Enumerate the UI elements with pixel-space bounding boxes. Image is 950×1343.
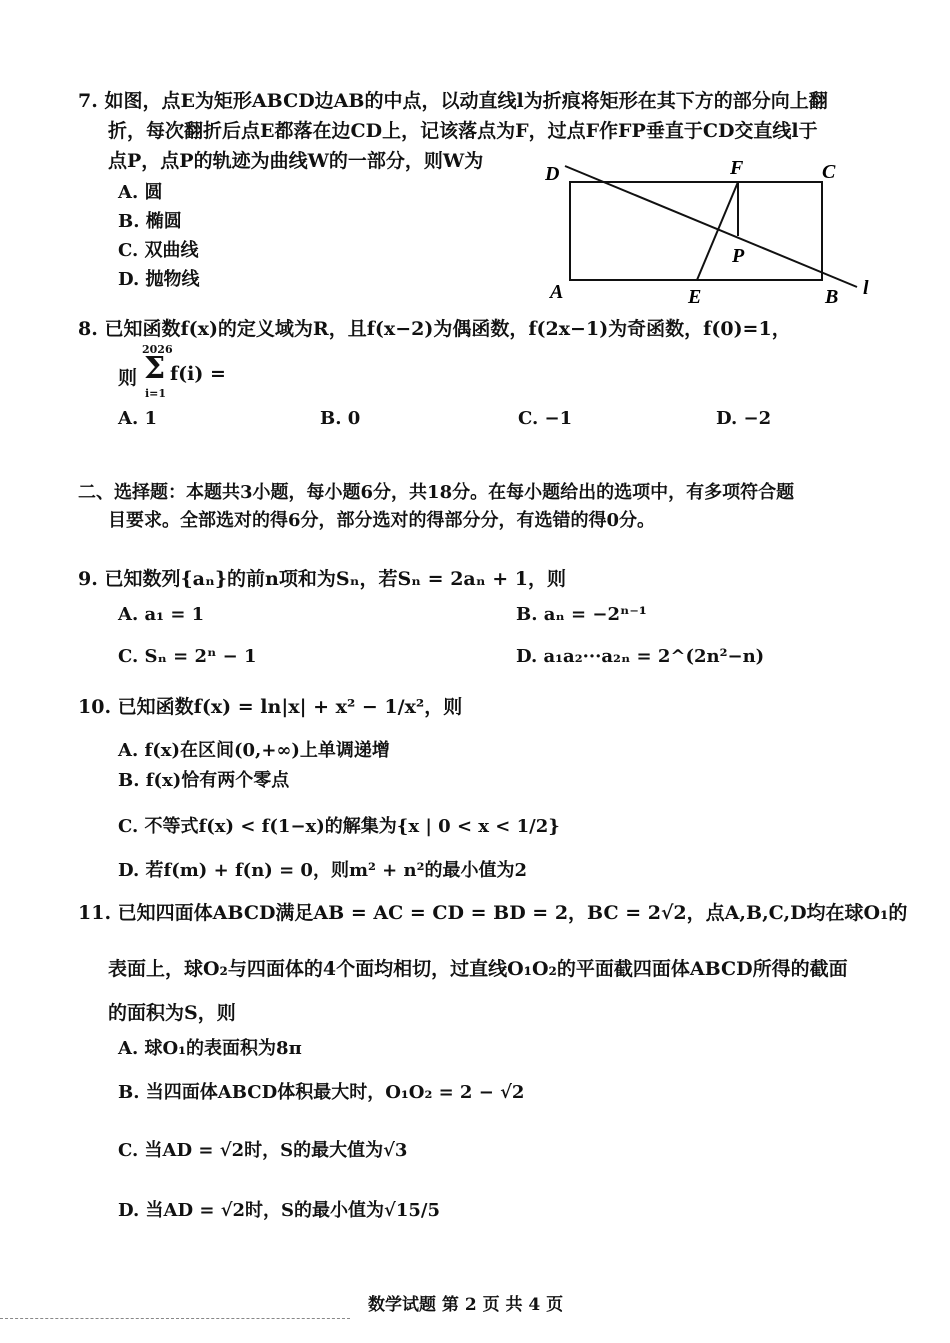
q8-line1: 8. 已知函数f(x)的定义域为R，且f(x−2)为偶函数，f(2x−1)为奇函数，f(0)=1，	[78, 318, 791, 340]
q11-line1: 11. 已知四面体ABCD满足AB = AC = CD = BD = 2，BC = 2√2，点A,B,C,D均在球O₁的	[78, 902, 908, 924]
sum-upper-limit: 2026	[142, 343, 173, 356]
footer-divider	[0, 1318, 350, 1319]
rectangle-abcd	[570, 182, 822, 280]
q11-option-b: B. 当四面体ABCD体积最大时，O₁O₂ = 2 − √2	[118, 1082, 525, 1103]
q8-option-d: D. −2	[716, 408, 772, 429]
q10-option-b: B. f(x)恰有两个零点	[118, 770, 290, 791]
q7-option-a: A. 圆	[118, 182, 163, 203]
q9-option-b: B. aₙ = −2ⁿ⁻¹	[516, 604, 647, 625]
q7-figure-rectangle	[545, 150, 880, 310]
sum-sign-icon: Σ	[144, 351, 166, 386]
q8-then: 则	[118, 367, 138, 389]
label-e: E	[688, 286, 702, 308]
q7-line3: 点P，点P的轨迹为曲线W的一部分，则W为	[108, 150, 484, 172]
q9-option-c: C. Sₙ = 2ⁿ − 1	[118, 646, 257, 667]
q7-figure-svg	[545, 150, 880, 310]
label-a: A	[550, 281, 564, 303]
q9-option-d: D. a₁a₂···a₂ₙ = 2^(2n²−n)	[516, 646, 765, 667]
section2-line2: 目要求。全部选对的得6分，部分选对的得部分分，有选错的得0分。	[108, 510, 656, 531]
section2-line1: 二、选择题：本题共3小题，每小题6分，共18分。在每小题给出的选项中，有多项符合题	[78, 482, 795, 503]
q8-option-a: A. 1	[118, 408, 158, 429]
q10-line1: 10. 已知函数f(x) = ln|x| + x² − 1/x²，则	[78, 696, 463, 718]
sum-lower-limit: i=1	[145, 387, 167, 400]
q7-option-d: D. 抛物线	[118, 269, 200, 290]
line-l	[565, 166, 857, 287]
page-footer: 数学试题 第 2 页 共 4 页	[368, 1295, 564, 1315]
q8-sum-expression: f(i) =	[170, 363, 226, 385]
q11-option-d: D. 当AD = √2时，S的最小值为√15/5	[118, 1200, 441, 1221]
q11-line2: 表面上，球O₂与四面体的4个面均相切，过直线O₁O₂的平面截四面体ABCD所得的截面	[108, 958, 848, 980]
q10-option-c: C. 不等式f(x) < f(1−x)的解集为{x | 0 < x < 1/2}	[118, 816, 560, 837]
label-p: P	[732, 245, 745, 267]
q7-option-c: C. 双曲线	[118, 240, 199, 261]
q10-option-a: A. f(x)在区间(0,+∞)上单调递增	[118, 740, 390, 761]
q7-line1: 7. 如图，点E为矩形ABCD边AB的中点，以动直线l为折痕将矩形在其下方的部分向上翻	[78, 90, 828, 112]
label-b: B	[825, 286, 839, 308]
q7-line2: 折，每次翻折后点E都落在边CD上，记该落点为F，过点F作FP垂直于CD交直线l于	[108, 120, 818, 142]
q9-option-a: A. a₁ = 1	[118, 604, 205, 625]
q11-option-a: A. 球O₁的表面积为8π	[118, 1038, 302, 1059]
label-c: C	[822, 161, 836, 183]
q8-option-c: C. −1	[518, 408, 573, 429]
q11-line3: 的面积为S，则	[108, 1002, 236, 1024]
q8-option-b: B. 0	[320, 408, 361, 429]
q10-option-d: D. 若f(m) + f(n) = 0，则m² + n²的最小值为2	[118, 860, 527, 881]
label-f: F	[730, 157, 744, 179]
q7-option-b: B. 椭圆	[118, 211, 182, 232]
q9-line1: 9. 已知数列{aₙ}的前n项和为Sₙ，若Sₙ = 2aₙ + 1，则	[78, 568, 566, 590]
label-l: l	[863, 277, 869, 299]
label-d: D	[545, 163, 560, 185]
q11-option-c: C. 当AD = √2时，S的最大值为√3	[118, 1140, 408, 1161]
